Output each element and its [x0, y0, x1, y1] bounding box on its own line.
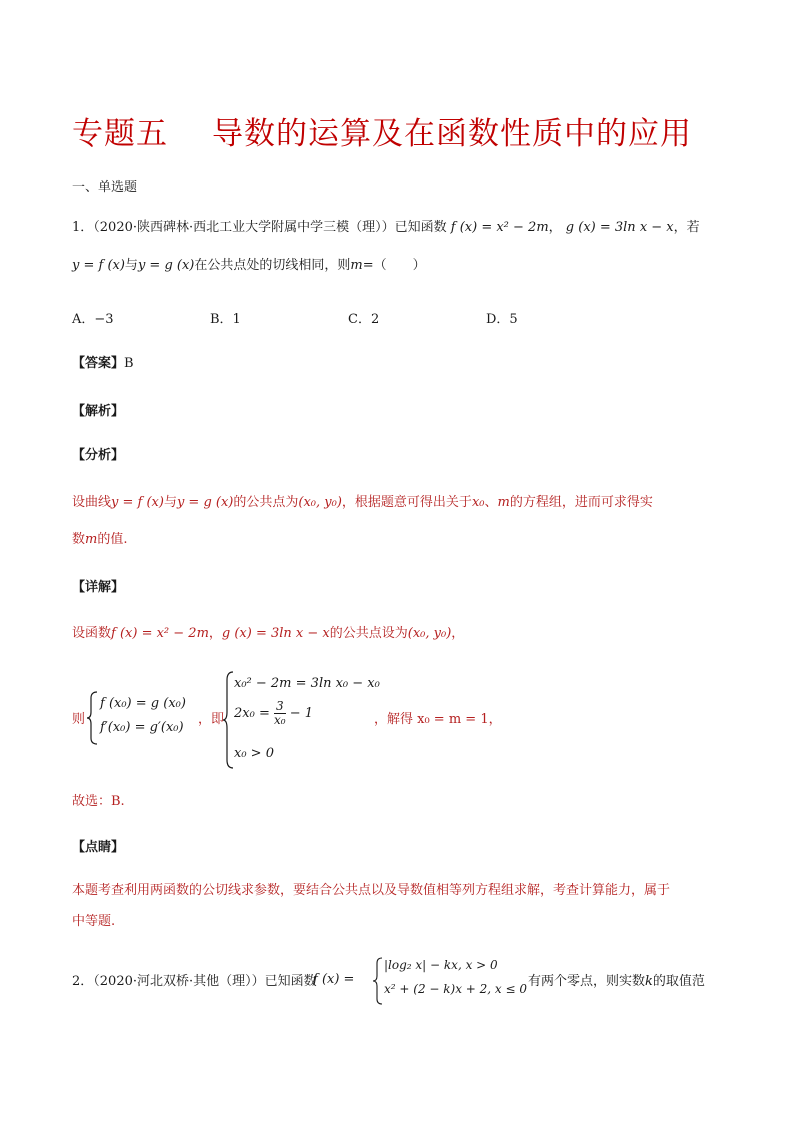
q2-row1: |log₂ x| − kx, x > 0: [384, 958, 498, 972]
fenxi-l1-d: y = g (x): [176, 495, 234, 510]
guxuan: 故选：B.: [72, 794, 125, 809]
q1-f-def: f (x) = x² − 2m: [450, 220, 549, 235]
fenxi-line1: [72, 493, 653, 513]
q1-line1: 1．（2020·陕西碑林·西北工业大学附属中学三模（理））已知函数 f (x) = x² − 2m， g (x) = 3ln x − x，若: [72, 220, 700, 235]
sys2-row1: x₀² − 2m = 3ln x₀ − x₀: [234, 676, 380, 691]
q1-l2-d: 在公共点处的切线相同，则: [194, 258, 351, 273]
answer-tag: 【答案】: [72, 356, 125, 371]
xj-l1-e: 的公共点设为: [329, 626, 408, 641]
q2-lead: 2．（2020·河北双桥·其他（理））已知函数: [72, 974, 317, 989]
fenxi-l1-a: 设曲线: [72, 495, 112, 510]
q2-row2: x² + (2 − k)x + 2, x ≤ 0: [384, 982, 528, 996]
q1-option-d: D．5: [486, 312, 518, 327]
sys2-den: x₀: [274, 713, 286, 727]
xj-ze: 则: [72, 712, 86, 727]
q1-l2-f: =（ ）: [362, 258, 426, 273]
xj-l1-d: g (x) = 3ln x − x: [221, 626, 330, 641]
fenxi-l1-j: m: [497, 495, 510, 510]
q2-tail-a: 有两个零点，则实数: [528, 974, 646, 989]
q1-l2-a: y = f (x): [72, 258, 125, 273]
xiangjie-line1: [72, 624, 464, 644]
q1-option-c: C．2: [348, 312, 380, 327]
fenxi-l1-b: y = f (x): [111, 495, 164, 510]
fenxi-l2-a: 数: [72, 532, 86, 547]
q2-k: k: [645, 974, 653, 989]
xj-l1-a: 设函数: [72, 626, 112, 641]
sys1-row2: f′(x₀) = g′(x₀): [100, 720, 184, 735]
fenxi-line2: [72, 530, 127, 550]
page-title: [72, 108, 692, 153]
dianjing-line1: 本题考查利用两函数的公切线求参数，要结合公共点以及导数值相等列方程组求解，考查计算能力，属于: [72, 883, 671, 898]
q1-l2-c: y = g (x): [137, 258, 195, 273]
xiangjie-tag: 【详解】: [72, 580, 125, 595]
jiexi-tag: 【解析】: [72, 404, 125, 419]
left-brace-icon: [372, 956, 384, 1006]
xj-l1-g: ，: [451, 626, 465, 641]
xj-l1-c: ，: [208, 626, 222, 641]
answer-value: B: [124, 356, 134, 371]
fenxi-l1-c: 与: [163, 495, 177, 510]
q1-lead: 1．（2020·陕西碑林·西北工业大学附属中学三模（理））已知函数: [72, 220, 447, 235]
sys2-r2-b: − 1: [289, 706, 314, 721]
q1-l2-e: m: [350, 258, 363, 273]
xj-ji: ，即: [198, 712, 225, 727]
q1-option-b: B．1: [210, 312, 241, 327]
dianjing-tag: 【点睛】: [72, 840, 125, 855]
title-left: 专题五: [72, 116, 168, 152]
q1-l2-b: 与: [124, 258, 138, 273]
left-brace-icon: [86, 690, 100, 746]
fenxi-l2-c: 的值.: [97, 532, 128, 547]
q1-g-def: g (x) = 3ln x − x: [565, 220, 674, 235]
fenxi-tag: 【分析】: [72, 448, 125, 463]
fenxi-l1-f: (x₀, y₀): [298, 495, 342, 510]
sys2-num: 3: [275, 699, 284, 713]
fenxi-l2-b: m: [85, 532, 98, 547]
xj-l1-b: f (x) = x² − 2m: [111, 626, 209, 641]
fenxi-l1-h: x₀: [471, 495, 485, 510]
sys2-row2: [234, 700, 313, 727]
q1-ruo: ，若: [673, 220, 700, 235]
answer-line: [72, 354, 134, 374]
title-right: 导数的运算及在函数性质中的应用: [212, 116, 692, 152]
q1-option-a: A．−3: [72, 312, 114, 327]
sys2-fraction: [274, 700, 286, 727]
q2-f: f (x) =: [313, 972, 355, 987]
q1-line2: [72, 256, 426, 276]
fenxi-l1-g: ，根据题意可得出关于: [341, 495, 472, 510]
sys1-row1: f (x₀) = g (x₀): [100, 696, 186, 711]
sys2-r2-a: 2x₀ =: [234, 706, 270, 721]
xj-l1-f: (x₀, y₀): [407, 626, 452, 641]
q2-tail-b: 的取值范: [652, 974, 705, 989]
q2-tail: [528, 972, 705, 992]
fenxi-l1-k: 的方程组，进而可求得实: [509, 495, 653, 510]
dianjing-line2: 中等题.: [72, 914, 116, 929]
xj-result: ，解得 x₀ = m = 1，: [374, 712, 502, 727]
fenxi-l1-e: 的公共点为: [233, 495, 299, 510]
fenxi-l1-i: 、: [484, 495, 498, 510]
sys2-row3: x₀ > 0: [234, 746, 274, 761]
section-heading: 一、单选题: [72, 180, 138, 195]
